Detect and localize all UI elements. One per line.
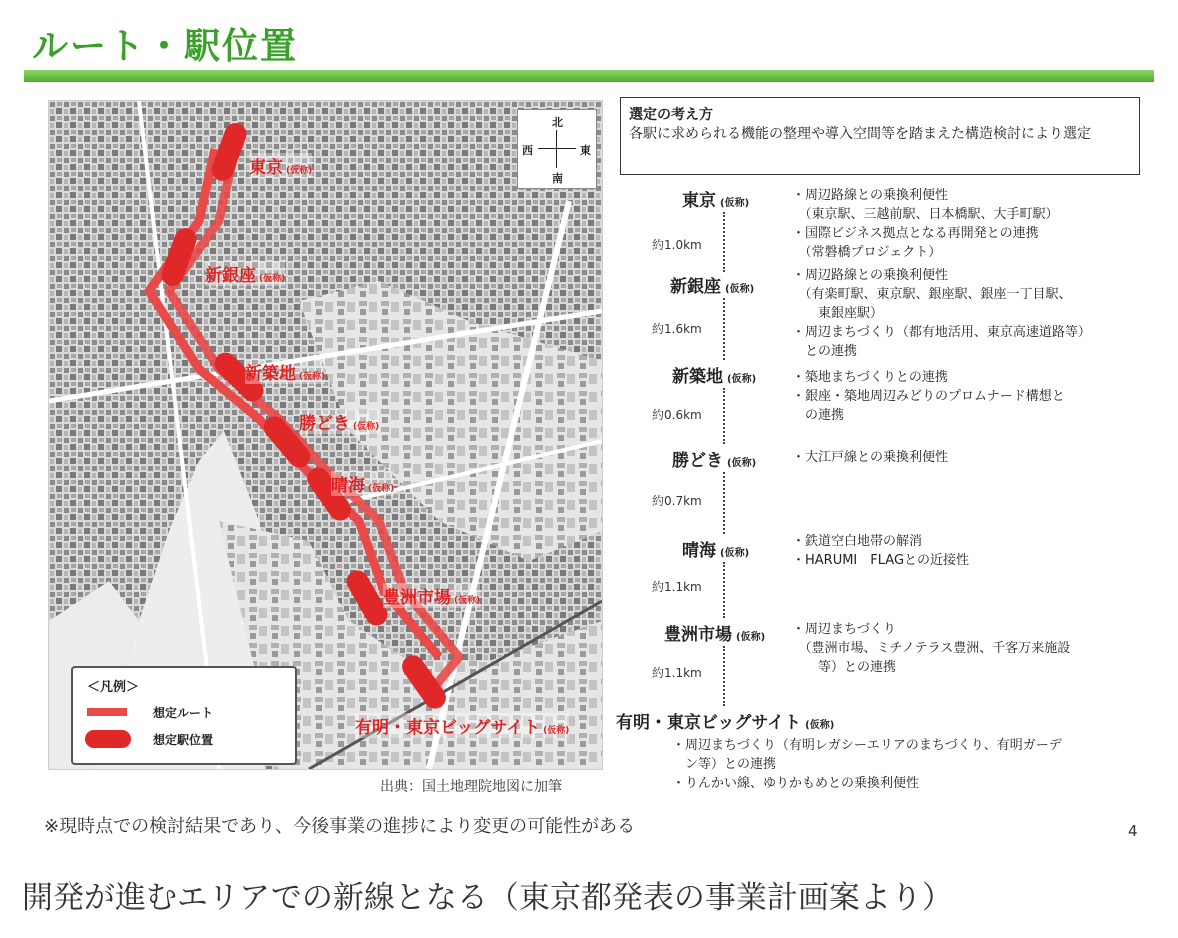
legend-route-swatch [87,708,127,716]
compass-north: 北 [552,116,563,129]
distance-connector [723,472,727,534]
compass-east: 東 [580,144,591,157]
distance-connector [723,388,727,444]
legend-station-label: 想定駅位置 [153,733,214,747]
station-name: 晴海 (仮称) [682,541,750,561]
station-name: 新築地 (仮称) [672,367,757,387]
station-features: ・築地まちづくりとの連携 ・銀座・築地周辺みどりのプロムナード構想と の連携 [792,370,1065,423]
criteria-heading: 選定の考え方 [629,107,713,123]
map-station-label: 東京 (仮称) [249,153,312,178]
legend-title: ＜凡例＞ [87,680,140,695]
distance-label: 約1.0km [652,238,702,252]
distance-label: 約0.7km [652,494,702,508]
map-source: 出典：国土地理院地図に加筆 [380,779,562,795]
station-features: ・鉄道空白地帯の解消 ・HARUMI FLAGとの近接性 [792,534,970,568]
map-station-label: 豊洲市場 (仮称) [383,583,480,608]
title-underline [24,70,1154,82]
slide-title: ルート・駅位置 [32,26,299,67]
station-name: 東京 (仮称) [682,191,750,211]
distance-label: 約1.1km [652,666,702,680]
map-station-label: 勝どき (仮称) [299,409,379,434]
compass [517,109,597,189]
distance-connector [723,562,727,618]
station-name: 有明・東京ビッグサイト (仮称) [616,713,835,733]
map-station-label: 新銀座 (仮称) [205,261,285,286]
criteria-box [620,97,1140,175]
legend-route-label: 想定ルート [153,706,214,720]
station-name: 勝どき (仮称) [672,451,757,471]
station-features: ・周辺路線との乗換利便性 （有楽町駅、東京駅、銀座駅、銀座一丁目駅、 東銀座駅） ・周辺まちづくり（都有地活用、東京高速道路等） との連携 [792,268,1091,359]
station-name: 新銀座 (仮称) [670,277,755,297]
station-features: ・周辺まちづくり（有明レガシーエリアのまちづくり、有明ガーデ ン等）との連携 ・りんかい線、ゆりかもめとの乗換利便性 [672,738,1062,791]
disclaimer-note: ※現時点での検討結果であり、今後事業の進捗により変更の可能性がある [44,816,636,837]
station-features: ・周辺路線との乗換利便性 （東京駅、三越前駅、日本橋駅、大手町駅） ・国際ビジネス拠点となる再開発との連携 （常磐橋プロジェクト） [792,188,1059,260]
station-name: 豊洲市場 (仮称) [664,625,766,645]
distance-connector [723,646,727,706]
map-station-label: 有明・東京ビッグサイト (仮称) [355,713,569,738]
distance-label: 約1.6km [652,322,702,336]
route-map [48,100,603,770]
compass-south: 南 [552,172,563,185]
distance-connector [723,298,727,360]
legend-station-swatch [85,730,131,748]
station-features: ・周辺まちづくり （豊洲市場、ミチノテラス豊洲、千客万来施設 等）との連携 [792,622,1071,675]
map-station-label: 晴海 (仮称) [331,471,394,496]
station-features: ・大江戸線との乗換利便性 [792,450,949,465]
criteria-text: 各駅に求められる機能の整理や導入空間等を踏まえた構造検討により選定 [629,126,1091,142]
map-legend [71,666,297,765]
distance-label: 約1.1km [652,580,702,594]
distance-connector [723,212,727,272]
page-number: 4 [1128,822,1138,840]
post-caption: 開発が進むエリアでの新線となる（東京都発表の事業計画案より） [22,880,953,916]
distance-label: 約0.6km [652,408,702,422]
compass-west: 西 [522,144,533,157]
map-station-label: 新築地 (仮称) [245,359,325,384]
